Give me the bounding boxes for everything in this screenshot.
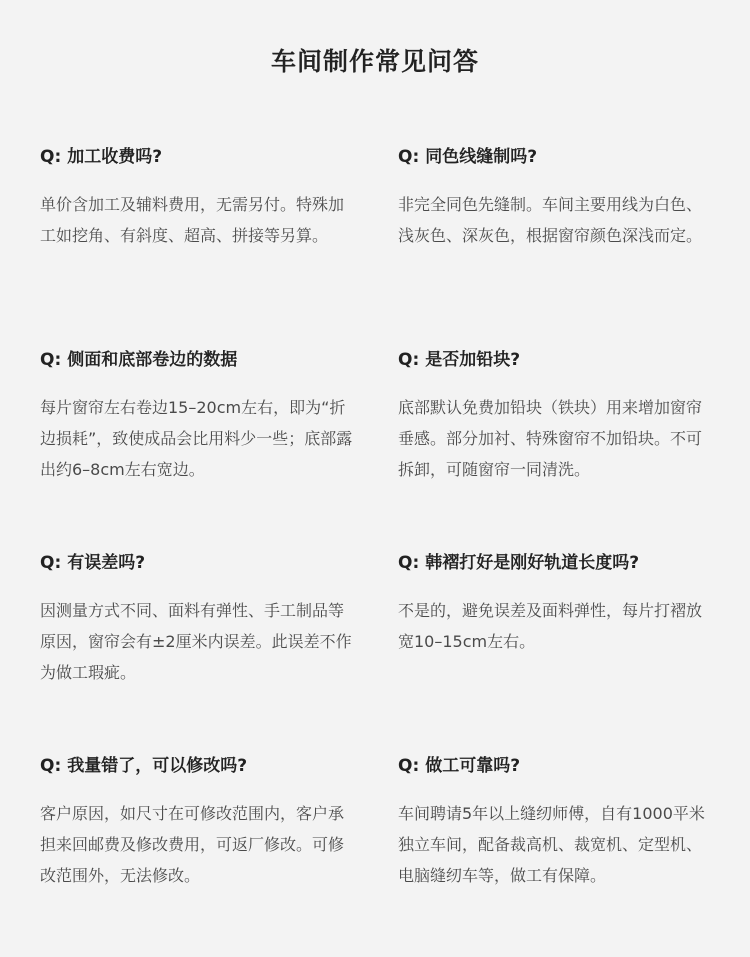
faq-question-text: 同色线缝制吗? [425,147,538,167]
faq-question [40,145,355,169]
faq-question [40,551,355,575]
faq-question-text: 韩褶打好是刚好轨道长度吗? [425,553,640,573]
faq-question [398,551,713,575]
faq-question [398,754,713,778]
faq-question-text: 侧面和底部卷边的数据 [67,350,238,370]
q-prefix: Q: [40,350,62,370]
faq-answer: 单价含加工及辅料费用，无需另付。特殊加工如挖角、有斜度、超高、拼接等另算。 [40,195,345,245]
q-prefix: Q: [40,147,62,167]
faq-answer: 非完全同色先缝制。车间主要用线为白色、浅灰色、深灰色，根据窗帘颜色深浅而定。 [398,195,703,245]
faq-question [40,348,355,372]
faq-item-pleat-length [398,551,713,754]
faq-answer: 因测量方式不同、面料有弹性、手工制品等原因，窗帘会有±2厘米内误差。此误差不作为做工瑕疵。 [40,601,352,682]
q-prefix: Q: [398,147,420,167]
faq-answer: 车间聘请5年以上缝纫师傅，自有1000平米独立车间，配备裁高机、裁宽机、定型机、电脑缝纫车等，做工有保障。 [398,804,705,885]
page-title: 车间制作常见问答 [270,47,479,76]
faq-question-text: 我量错了，可以修改吗? [67,756,248,776]
q-prefix: Q: [40,553,62,573]
faq-question-text: 做工可靠吗? [425,756,521,776]
faq-item-lead-weights [398,348,713,551]
faq-item-measurement-error [40,754,355,957]
q-prefix: Q: [40,756,62,776]
faq-answer: 客户原因，如尺寸在可修改范围内，客户承担来回邮费及修改费用，可返厂修改。可修改范围外，无法修改。 [40,804,345,885]
faq-question [40,754,355,778]
faq-answer: 每片窗帘左右卷边15–20cm左右，即为“折边损耗”，致使成品会比用料少一些；底部露出约6–8cm左右宽边。 [40,398,353,479]
faq-item-tolerance [40,551,355,754]
faq-question [398,348,713,372]
faq-question [398,145,713,169]
faq-answer: 不是的，避免误差及面料弹性，每片打褶放宽10–15cm左右。 [398,601,703,651]
faq-item-thread-color [398,145,713,348]
faq-answer: 底部默认免费加铅块（铁块）用来增加窗帘垂感。部分加衬、特殊窗帘不加铅块。不可拆卸，可随窗帘一同清洗。 [398,398,703,479]
faq-item-hem-data [40,348,355,551]
q-prefix: Q: [398,350,420,370]
faq-question-text: 加工收费吗? [67,147,163,167]
faq-question-text: 是否加铅块? [425,350,521,370]
q-prefix: Q: [398,756,420,776]
q-prefix: Q: [398,553,420,573]
faq-grid [40,145,720,957]
faq-item-workmanship [398,754,713,957]
faq-item-processing-fee [40,145,355,348]
faq-question-text: 有误差吗? [67,553,146,573]
